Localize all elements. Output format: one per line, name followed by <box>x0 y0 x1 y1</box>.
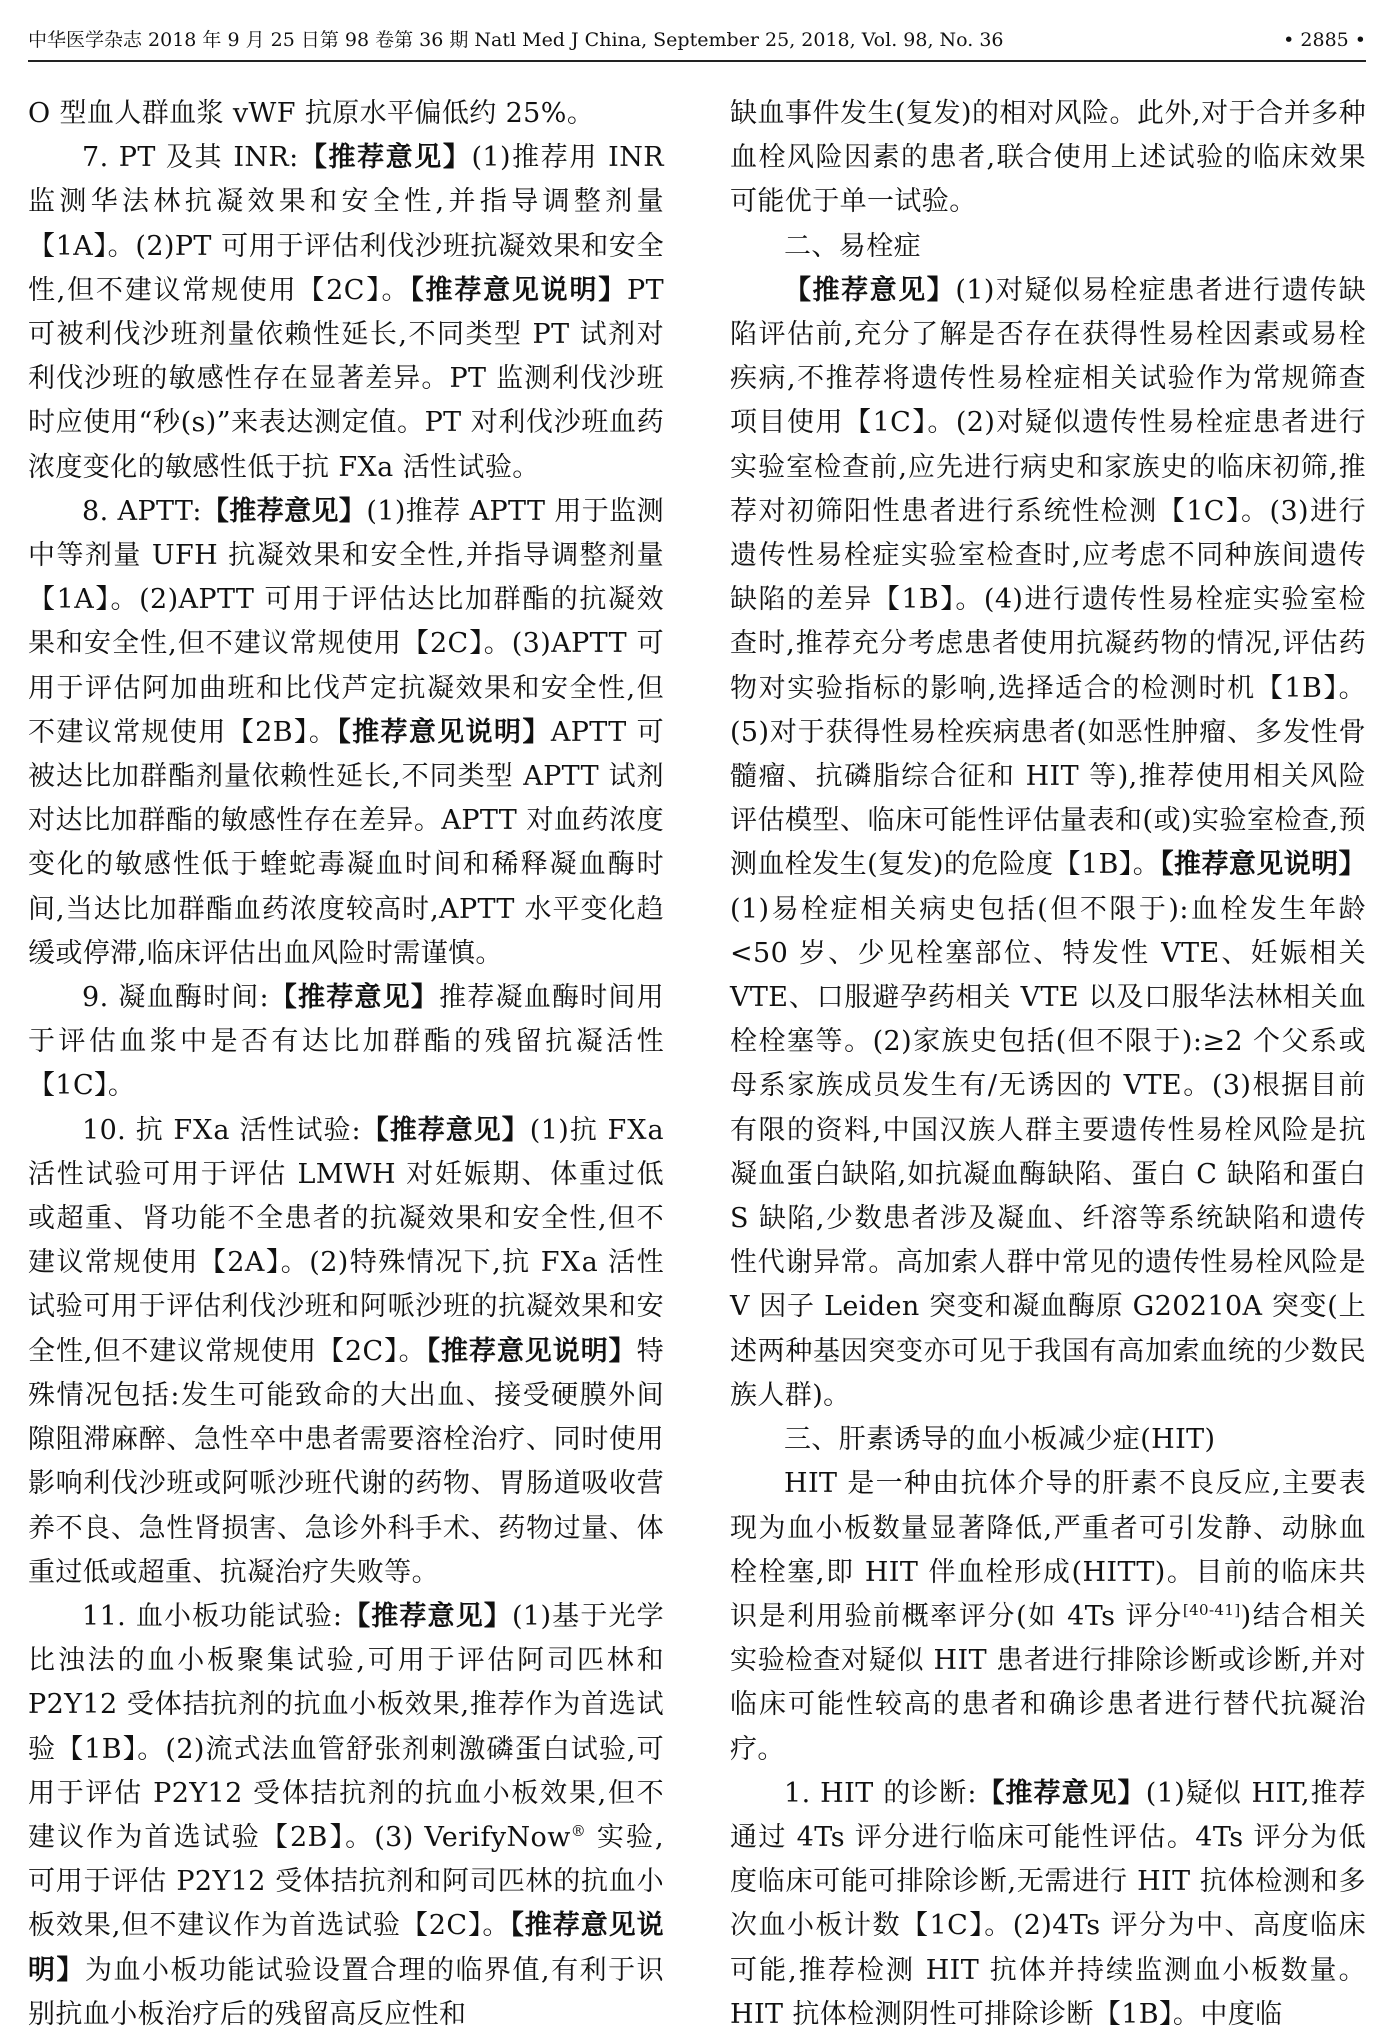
journal-citation: 中华医学杂志 2018 年 9 月 25 日第 98 卷第 36 期 Natl Med J China, September 25, 2018, Vol. 98, No. 36 <box>28 29 1004 51</box>
recommendation-note-text: PT 可被利伐沙班剂量依赖性延长,不同类型 PT 试剂对利伐沙班的敏感性存在显著差异。PT 监测利伐沙班时应使用“秒(s)”来表达测定值。PT 对利伐沙班血药浓度变化的敏感性低于抗 FⅩa 活性试验。 <box>28 274 665 483</box>
section-heading: 1. HIT 的诊断: <box>784 1777 977 1809</box>
section-heading: 8. APTT: <box>82 495 202 527</box>
recommendation-text: (1)疑似 HIT,推荐通过 4Ts 评分进行临床可能性评估。4Ts 评分为低度临床可能可排除诊断,无需进行 HIT 抗体检测和多次血小板计数【1C】。(2)4Ts 评分为中、高度临床可能,推荐检测 HIT 抗体并持续监测血小板数量。HIT 抗体检测阴性可排除诊断【1B】。中度临 <box>730 1777 1367 2030</box>
left-column <box>28 92 664 2037</box>
recommendation-label: 【推荐意见】 <box>976 1777 1146 1809</box>
registered-mark: ® <box>570 1821 587 1840</box>
recommendation-text: (1)推荐用 INR 监测华法林抗凝效果和安全性,并指导调整剂量【1A】。(2)PT 可用于评估利伐沙班抗凝效果和安全性,但不建议常规使用【2C】。 <box>28 142 664 306</box>
recommendation-text: 推荐凝血酶时间用于评估血浆中是否有达比加群酯的残留抗凝活性【1C】。 <box>28 982 664 1102</box>
recommendation-note-label: 【推荐意见说明】 <box>426 1335 637 1367</box>
paragraph-continued: O 型血人群血浆 vWF 抗原水平偏低约 25%。 <box>28 98 595 129</box>
recommendation-label: 【推荐意见】 <box>201 495 367 527</box>
paragraph-continued: 缺血事件发生(复发)的相对风险。此外,对于合并多种血栓风险因素的患者,联合使用上述试验的临床效果可能优于单一试验。 <box>730 98 1366 218</box>
section-heading: 10. 抗 FⅩa 活性试验: <box>82 1114 362 1146</box>
recommendation-label: 【推荐意见】 <box>298 142 472 174</box>
recommendation-text-continued: 实验,可用于评估 P2Y12 受体拮抗剂和阿司匹林的抗血小板效果,但不建议作为首选试验【2C】。 <box>28 1821 665 1942</box>
section-platelet-function <box>28 1595 664 2037</box>
recommendation-note-label: 【推荐意见说明】 <box>337 716 551 748</box>
section-thrombin-time <box>28 976 664 1109</box>
recommendation-note-text: (1)易栓症相关病史包括(但不限于):血栓发生年龄<50 岁、少见栓塞部位、特发性 VTE、妊娠相关 VTE、口服避孕药相关 VTE 以及口服华法林相关血栓栓塞等。(2)家族史包括(但不限于):≥2 个父系或母系家族成员发生有/无诱因的 VTE。(3)根据目前有限的资料,中国汉族人群主要遗传性易栓风险是抗凝血蛋白缺陷,如抗凝血酶缺陷、蛋白 C 缺陷和蛋白 S 缺陷,少数患者涉及凝血、纤溶等系统缺陷和遗传性代谢异常。高加索人群中常见的遗传性易栓风险是 V 因子 Leiden 突变和凝血酶原 G20210A 突变(上述两种基因突变亦可见于我国有高加索血统的少数民族人群)。 <box>730 893 1366 1411</box>
recommendation-label: 【推荐意见】 <box>361 1114 530 1146</box>
section-heading-hit: 三、肝素诱导的血小板减少症(HIT) <box>784 1424 1216 1456</box>
hit-intro <box>730 1462 1366 1771</box>
recommendation-note-text: APTT 可被达比加群酯剂量依赖性延长,不同类型 APTT 试剂对达比加群酯的敏感性存在差异。APTT 对血药浓度变化的敏感性低于蝰蛇毒凝血时间和稀释凝血酶时间,当达比加群酯血药浓度较高时,APTT 水平变化趋缓或停滞,临床评估出血风险时需谨慎。 <box>28 716 665 969</box>
section-heading-thrombophilia: 二、易栓症 <box>784 230 921 262</box>
recommendation-note-label: 【推荐意见说明】 <box>410 274 628 306</box>
page-header <box>28 24 1366 62</box>
recommendation-text: (1)对疑似易栓症患者进行遗传缺陷评估前,充分了解是否存在获得性易栓因素或易栓疾病,不推荐将遗传性易栓症相关试验作为常规筛查项目使用【1C】。(2)对疑似遗传性易栓症患者进行实验室检查前,应先进行病史和家族史的临床初筛,推荐对初筛阳性患者进行系统性检测【1C】。(3)进行遗传性易栓症实验室检查时,应考虑不同种族间遗传缺陷的差异【1B】。(4)进行遗传性易栓症实验室检查时,推荐充分考虑患者使用抗凝药物的情况,评估药物对实验指标的影响,选择适合的检测时机【1B】。(5)对于获得性易栓疾病患者(如恶性肿瘤、多发性骨髓瘤、抗磷脂综合征和 HIT 等),推荐使用相关风险评估模型、临床可能性评估量表和(或)实验室检查,预测血栓发生(复发)的危险度【1B】。 <box>730 274 1366 881</box>
recommendation-text: (1)基于光学比浊法的血小板聚集试验,可用于评估阿司匹林和 P2Y12 受体拮抗剂的抗血小板效果,推荐作为首选试验【1B】。(2)流式法血管舒张剂刺激磷蛋白试验,可用于评估 P2Y12 受体拮抗剂的抗血小板效果,但不建议作为首选试验【2B】。(3) VerifyNow <box>28 1600 665 1853</box>
recommendation-note-text: 为血小板功能试验设置合理的临界值,有利于识别抗血小板治疗后的残留高反应性和 <box>28 1954 664 2030</box>
section-aptt <box>28 490 664 976</box>
recommendation-label: 【推荐意见】 <box>268 982 440 1014</box>
recommendation-note-text: 特殊情况包括:发生可能致命的大出血、接受硬膜外间隙阻滞麻醉、急性卒中患者需要溶栓治疗、同时使用影响利伐沙班或阿哌沙班代谢的药物、胃肠道吸收营养不良、急性肾损害、急诊外科手术、药物过量、体重过低或超重、抗凝治疗失败等。 <box>28 1335 664 1588</box>
page-number: • 2885 • <box>1283 29 1366 51</box>
section-anti-fxa <box>28 1109 664 1595</box>
section-heading: 9. 凝血酶时间: <box>82 982 269 1014</box>
recommendation-note-label: 【推荐意见说明】 <box>28 1910 664 1986</box>
hit-intro-text-continued: )结合相关实验检查对疑似 HIT 患者进行排除诊断或诊断,并对临床可能性较高的患者和确诊患者进行替代抗凝治疗。 <box>730 1600 1366 1765</box>
recommendation-text: (1)推荐 APTT 用于监测中等剂量 UFH 抗凝效果和安全性,并指导调整剂量【1A】。(2)APTT 可用于评估达比加群酯的抗凝效果和安全性,但不建议常规使用【2C】。(3)APTT 可用于评估阿加曲班和比伐芦定抗凝效果和安全性,但不建议常规使用【2B】。 <box>28 495 664 748</box>
section-heading: 7. PT 及其 INR: <box>82 142 299 174</box>
recommendation-note-label: 【推荐意见说明】 <box>1160 849 1366 881</box>
recommendation-label: 【推荐意见】 <box>784 274 956 306</box>
recommendation-label: 【推荐意见】 <box>342 1600 512 1632</box>
section-hit-diagnosis <box>730 1772 1366 2037</box>
recommendation-text: (1)抗 FⅩa 活性试验可用于评估 LMWH 对妊娠期、体重过低或超重、肾功能不全患者的抗凝效果和安全性,但不建议常规使用【2A】。(2)特殊情况下,抗 FⅩa 活性试验可用于评估利伐沙班和阿哌沙班的抗凝效果和安全性,但不建议常规使用【2C】。 <box>28 1114 664 1367</box>
right-column <box>730 92 1366 2037</box>
section-thrombophilia <box>730 269 1366 1418</box>
reference-citation: [40-41] <box>1182 1600 1241 1619</box>
section-heading: 11. 血小板功能试验: <box>82 1600 343 1632</box>
hit-intro-text: HIT 是一种由抗体介导的肝素不良反应,主要表现为血小板数量显著降低,严重者可引发静、动脉血栓栓塞,即 HIT 伴血栓形成(HITT)。目前的临床共识是利用验前概率评分(如 4Ts 评分 <box>730 1468 1366 1632</box>
section-pt-inr <box>28 136 664 490</box>
